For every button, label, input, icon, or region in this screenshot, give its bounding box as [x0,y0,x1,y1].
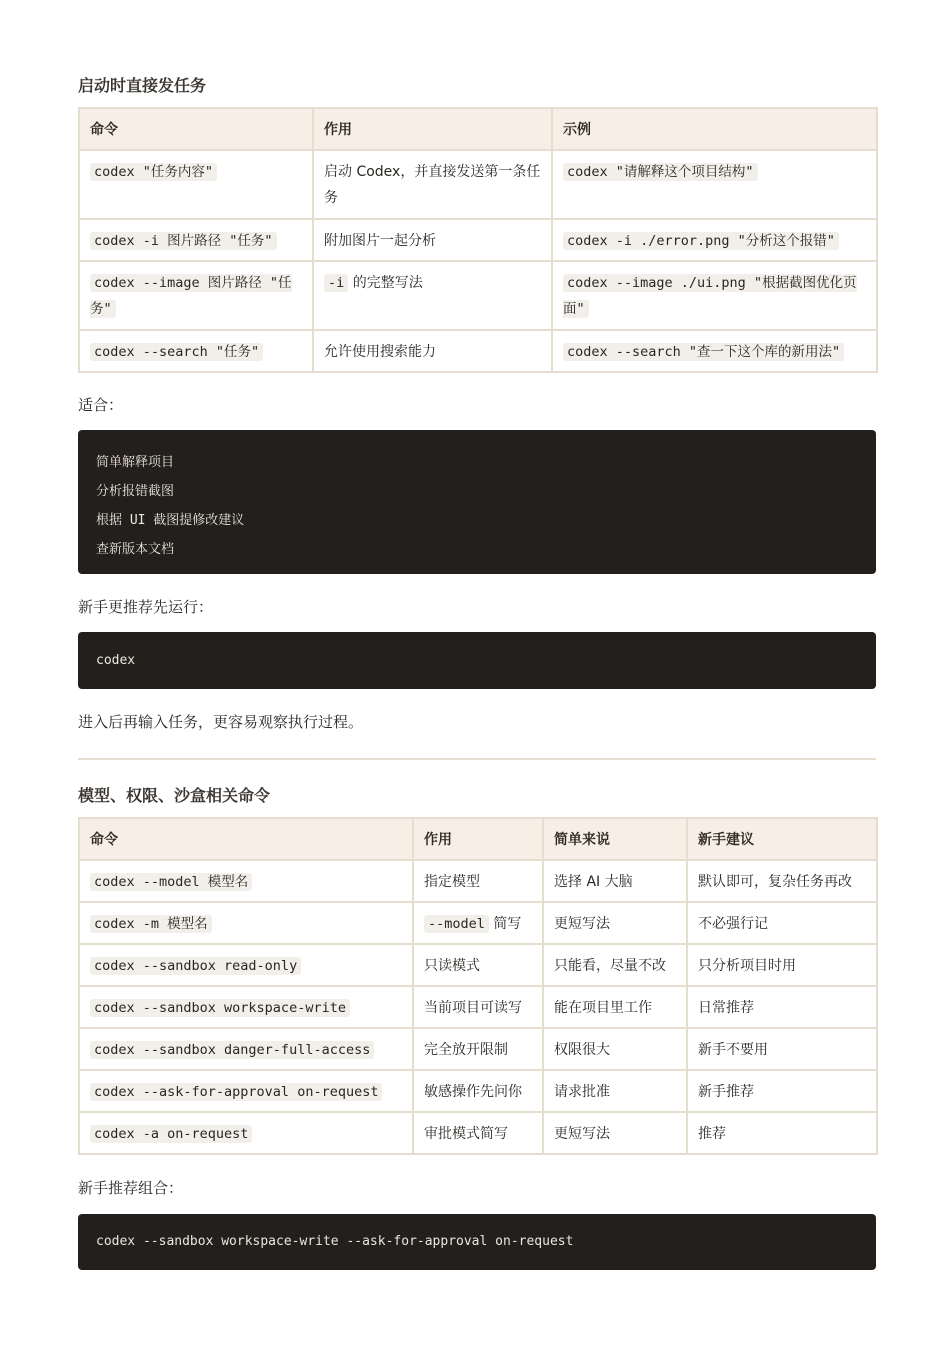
header-command: 命令 [79,108,313,150]
command-code: codex -a on-request [90,1125,252,1143]
header-example: 示例 [552,108,877,150]
table-row [79,1112,877,1154]
table-row [79,330,877,372]
purpose-text: 的完整写法 [352,275,423,291]
simple-cell: 选择 AI 大脑 [543,860,687,902]
header-purpose: 作用 [313,108,552,150]
purpose-cell: 启动 Codex，并直接发送第一条任务 [313,150,552,219]
command-code: codex --image 图片路径 "任务" [90,275,292,317]
simple-cell: 更短写法 [543,1112,687,1154]
command-code: codex --sandbox danger-full-access [90,1041,374,1059]
purpose-code: --model [424,915,489,933]
command-code: codex --sandbox workspace-write [90,999,350,1017]
simple-cell: 只能看，尽量不改 [543,944,687,986]
advice-cell: 新手不要用 [687,1028,877,1070]
table-header-row [79,818,877,860]
section2-title: 模型、权限、沙盒相关命令 [78,786,271,805]
simple-cell: 更短写法 [543,902,687,944]
table-header-row [79,108,877,150]
command-code: codex --ask-for-approval on-request [90,1083,382,1101]
header-advice: 新手建议 [687,818,877,860]
table-row [79,986,877,1028]
table-row [79,261,877,330]
table-row [79,219,877,261]
combo-code-block [78,1214,876,1270]
header-purpose: 作用 [413,818,543,860]
startup-commands-table [78,107,878,373]
purpose-cell: 当前项目可读写 [413,986,543,1028]
example-code: codex -i ./error.png "分析这个报错" [563,232,839,250]
example-code: codex "请解释这个项目结构" [563,163,758,181]
purpose-text: 简写 [493,916,522,932]
table-row [79,1028,877,1070]
code-line: 简单解释项目 [96,455,175,470]
command-code: codex "任务内容" [90,163,217,181]
section1-title: 启动时直接发任务 [78,76,207,95]
purpose-cell: 附加图片一起分析 [313,219,552,261]
table-row [79,902,877,944]
advice-cell: 不必强行记 [687,902,877,944]
code-line: 查新版本文档 [96,542,175,557]
simple-cell: 权限很大 [543,1028,687,1070]
after-text: 进入后再输入任务，更容易观察执行过程。 [78,713,364,731]
code-line: codex [96,653,136,668]
purpose-cell: 只读模式 [413,944,543,986]
suitable-label: 适合： [78,396,124,414]
advice-cell: 推荐 [687,1112,877,1154]
beginner-code-block [78,632,876,689]
command-code: codex --model 模型名 [90,873,252,891]
purpose-cell: 完全放开限制 [413,1028,543,1070]
purpose-code: -i [324,274,348,292]
code-line: 分析报错截图 [96,484,175,499]
advice-cell: 日常推荐 [687,986,877,1028]
command-code: codex -m 模型名 [90,915,212,933]
command-code: codex -i 图片路径 "任务" [90,232,277,250]
example-code: codex --image ./ui.png "根据截图优化页面" [563,275,857,317]
purpose-cell: 审批模式简写 [413,1112,543,1154]
simple-cell: 能在项目里工作 [543,986,687,1028]
table-row [79,150,877,219]
suitable-code-block [78,430,876,574]
advice-cell: 新手推荐 [687,1070,877,1112]
table-row [79,944,877,986]
combo-label: 新手推荐组合： [78,1179,184,1197]
header-command: 命令 [79,818,413,860]
purpose-cell: 允许使用搜索能力 [313,330,552,372]
advice-cell: 只分析项目时用 [687,944,877,986]
table-row [79,1070,877,1112]
example-code: codex --search "查一下这个库的新用法" [563,343,844,361]
command-code: codex --sandbox read-only [90,957,301,975]
purpose-cell: 敏感操作先问你 [413,1070,543,1112]
beginner-label: 新手更推荐先运行： [78,598,214,616]
table-row [79,860,877,902]
purpose-cell: 指定模型 [413,860,543,902]
simple-cell: 请求批准 [543,1070,687,1112]
section-divider [78,758,876,760]
code-line: 根据 UI 截图提修改建议 [96,513,245,528]
code-line: codex --sandbox workspace-write --ask-for-approval on-request [96,1234,574,1249]
header-simple: 简单来说 [543,818,687,860]
model-permission-sandbox-table [78,817,878,1155]
advice-cell: 默认即可，复杂任务再改 [687,860,877,902]
command-code: codex --search "任务" [90,343,263,361]
